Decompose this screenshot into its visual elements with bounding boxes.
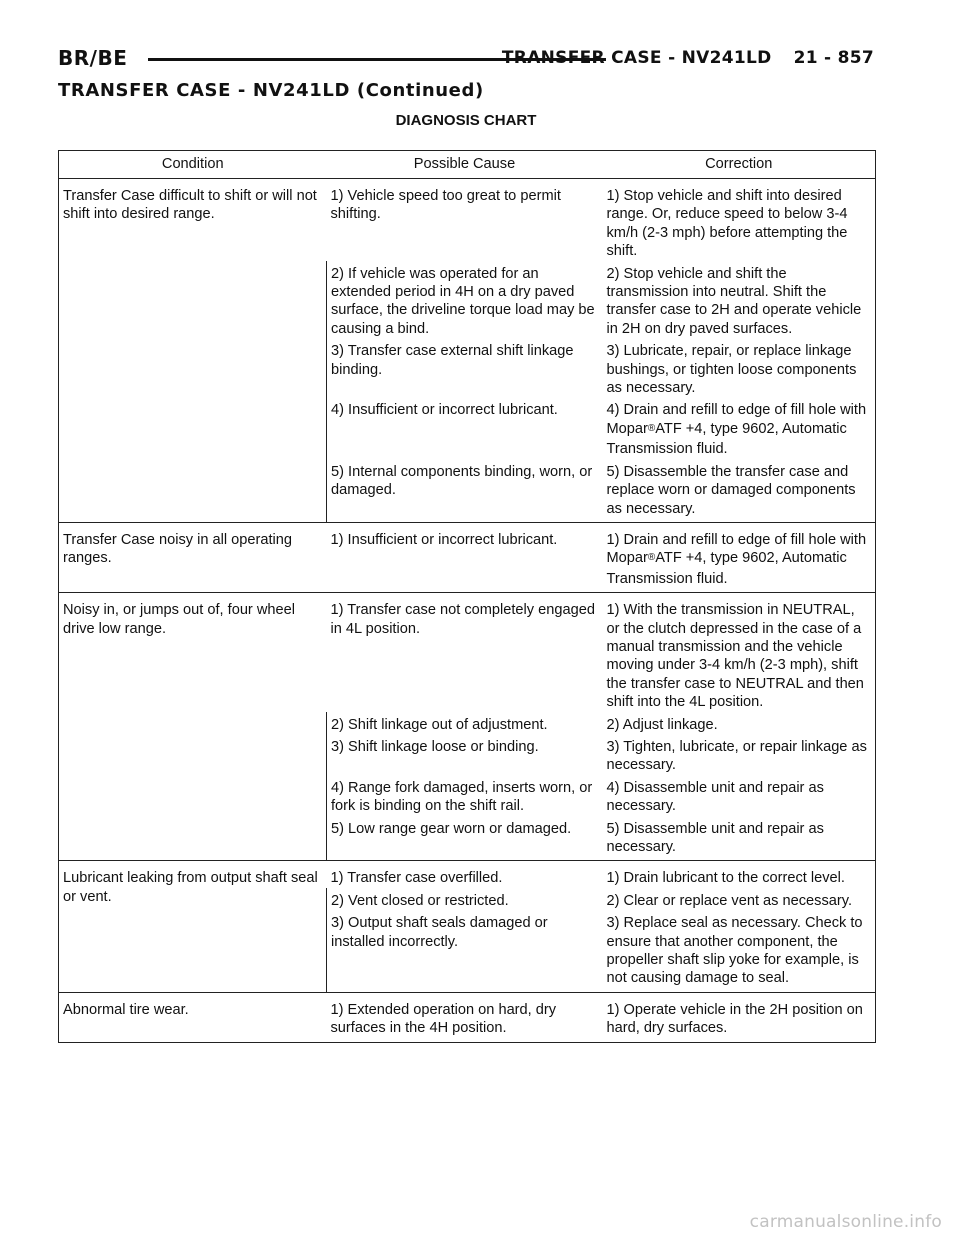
cause-cell: 5) Low range gear worn or damaged. (327, 816, 603, 861)
registered-mark: ® (647, 552, 656, 564)
cause-cell: 1) Insufficient or incorrect lubricant. (327, 522, 603, 592)
correction-cell: 1) Stop vehicle and shift into desired range. Or, reduce speed to below 3-4 km/h (2-3 mph) before attempting the shift. (603, 179, 876, 261)
cause-cell: 3) Output shaft seals damaged or installed incorrectly. (327, 910, 603, 992)
cause-cell: 4) Insufficient or incorrect lubricant. (327, 397, 603, 458)
correction-cell: 2) Clear or replace vent as necessary. (603, 888, 876, 910)
cause-cell: 1) Vehicle speed too great to permit shifting. (330, 188, 561, 223)
correction-text: 4) Drain and refill to edge of fill hole with Mopar (606, 402, 867, 437)
registered-mark: ® (647, 422, 656, 434)
correction-cell: 1) Operate vehicle in the 2H position on hard, dry surfaces. (603, 992, 876, 1042)
condition-cell: Transfer Case difficult to shift or will not shift into desired range. (59, 179, 327, 523)
correction-cell: 1) Drain lubricant to the correct level. (603, 861, 876, 888)
header-page-number: 21 - 857 (793, 48, 874, 68)
table-row (59, 992, 876, 1042)
diagnosis-table (58, 150, 876, 1043)
condition-cell: Lubricant leaking from output shaft seal or vent. (59, 861, 327, 992)
header-correction: Correction (603, 151, 876, 179)
cause-cell: 4) Range fork damaged, inserts worn, or fork is binding on the shift rail. (327, 775, 603, 816)
page-header (58, 40, 874, 76)
correction-cell: 2) Stop vehicle and shift the transmission into neutral. Shift the transfer case to 2H and operate vehicle in 2H on dry paved surfaces. (603, 261, 876, 339)
correction-cell (603, 522, 876, 592)
cause-cell: 2) Vent closed or restricted. (327, 888, 603, 910)
header-section-title: TRANSFER CASE - NV241LD (501, 48, 772, 68)
cause-cell: 5) Internal components binding, worn, or damaged. (327, 459, 603, 523)
correction-text-tail: ATF +4, type 9602, Automatic Transmission fluid. (606, 420, 847, 458)
condition-cell: Noisy in, or jumps out of, four wheel drive low range. (59, 593, 327, 861)
cause-cell: 1) Transfer case not completely engaged in 4L position. (330, 602, 595, 637)
cause-cell: 1) Extended operation on hard, dry surfaces in the 4H position. (327, 992, 603, 1042)
correction-cell: 1) With the transmission in NEUTRAL, or the clutch depressed in the case of a manual transmission and the vehicle moving under 3-4 km/h (2-3 mph), shift the transfer case to NEUTRAL and then shift into the 4L position. (603, 593, 876, 712)
header-section (502, 48, 874, 68)
correction-cell: 4) Disassemble unit and repair as necessary. (603, 775, 876, 816)
chart-title: DIAGNOSIS CHART (395, 112, 537, 129)
condition-cell: Abnormal tire wear. (59, 992, 327, 1042)
section-title: TRANSFER CASE - NV241LD (Continued) (58, 80, 484, 101)
watermark: carmanualsonline.info (749, 1212, 942, 1232)
table-row (59, 179, 876, 261)
table-header-row (59, 151, 876, 179)
correction-text: 1) Drain and refill to edge of fill hole with Mopar (606, 531, 867, 567)
correction-cell: 3) Replace seal as necessary. Check to ensure that another component, the propeller shaft slip yoke for example, is not causing damage to seal. (603, 910, 876, 992)
correction-cell: 5) Disassemble the transfer case and replace worn or damaged components as necessary. (603, 459, 876, 523)
header-condition: Condition (59, 151, 327, 179)
cause-cell: 3) Transfer case external shift linkage binding. (327, 338, 603, 397)
correction-text-tail: ATF +4, type 9602, Automatic Transmission fluid. (606, 550, 847, 587)
diagnosis-table-body (59, 179, 876, 1043)
cause-cell: 2) Shift linkage out of adjustment. (327, 712, 603, 734)
table-row (59, 522, 876, 592)
header-possible-cause: Possible Cause (327, 151, 603, 179)
correction-cell: 3) Tighten, lubricate, or repair linkage as necessary. (603, 734, 876, 775)
cause-cell: 1) Transfer case overfilled. (330, 870, 503, 887)
header-model: BR/BE (58, 46, 128, 70)
cause-cell: 3) Shift linkage loose or binding. (327, 734, 603, 775)
condition-cell: Transfer Case noisy in all operating ranges. (59, 522, 327, 592)
correction-cell (603, 397, 876, 458)
table-row (59, 861, 876, 888)
cause-cell: 2) If vehicle was operated for an extended period in 4H on a dry paved surface, the driveline torque load may be causing a bind. (327, 261, 603, 339)
correction-cell: 2) Adjust linkage. (603, 712, 876, 734)
table-row (59, 593, 876, 712)
correction-cell: 3) Lubricate, repair, or replace linkage bushings, or tighten loose components as necessary. (603, 338, 876, 397)
correction-cell: 5) Disassemble unit and repair as necessary. (603, 816, 876, 861)
